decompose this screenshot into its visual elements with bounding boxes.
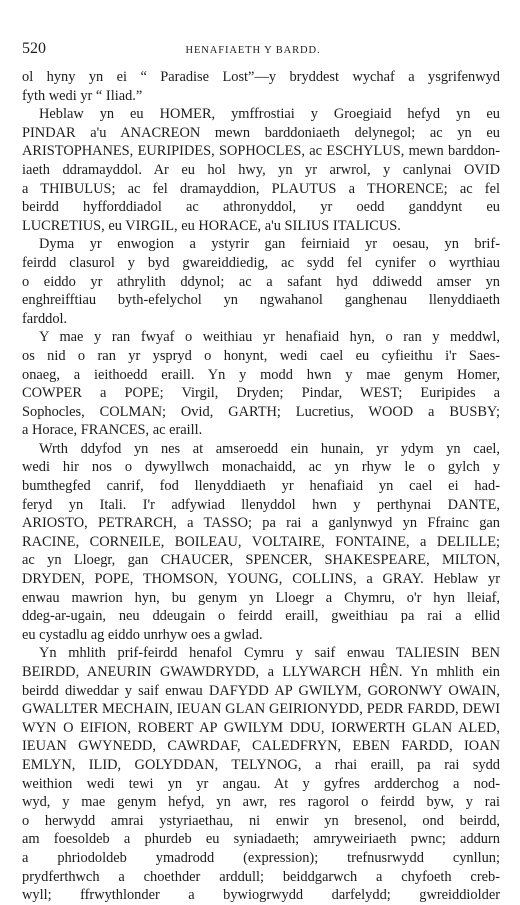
text-line: ac yn Lloegr, gan CHAUCER, SPENCER, SHAKESPEARE, MILTON,	[22, 552, 500, 569]
text-line: o herwydd amrai ystyriaethau, ni enwir yn bresenol, ond beirdd,	[22, 812, 500, 829]
text-line: ddeg-ar-ugain, neu ddeugain o feirdd eraill, gweithiau pa rai a ellid	[22, 608, 500, 625]
text-line: Sophocles, COLMAN; Ovid, GARTH; Lucretius, WOOD a BUSBY;	[22, 403, 500, 420]
text-line: os nid o ran yr yspryd o honynt, wedi cael eu cyfieithu i'r Saes-	[22, 347, 500, 364]
text-line: Y mae y ran fwyaf o weithiau yr henafiaid hyn, o ran y meddwl,	[39, 329, 500, 346]
page-number: 520	[22, 40, 46, 57]
book-page	[22, 40, 500, 905]
text-line: fyth wedi yr “ Iliad.”	[22, 87, 143, 104]
text-line: feirdd clasurol y byd gwareiddiedig, ac sydd fel cynifer o wyrthiau	[22, 254, 500, 271]
text-line: eu cystadlu ag eiddo unrhyw oes a gwlad.	[22, 626, 263, 643]
text-line: DRYDEN, POPE, THOMSON, YOUNG, COLLINS, a GRAY. Heblaw yr	[22, 571, 500, 588]
text-line: Heblaw yn eu HOMER, ymffrostiai y Groegiaid hefyd yn eu	[39, 106, 500, 123]
text-line: wedi hir nos o dywyllwch monachaidd, ac yn rhyw le o gylch y	[22, 459, 500, 476]
text-line: ol hyny yn ei “ Paradise Lost”—y bryddest wychaf a ysgrifenwyd	[22, 69, 500, 85]
text-line: Yn mhlith prif-feirdd henafol Cymru y saif enwau TALIESIN BEN	[39, 645, 500, 662]
text-line: am foesoldeb a phurdeb eu syniadaeth; amryweiriaeth pwnc; addurn	[22, 831, 500, 848]
page-header	[22, 40, 500, 68]
text-line: BEIRDD, ANEURIN GWAWDRYDD, a LLYWARCH HÊN. Yn mhlith ein	[22, 664, 500, 680]
text-line: onaeg, a ieithoedd eraill. Yn y modd hwn y mae genym Homer,	[22, 366, 500, 383]
text-line: farddol.	[22, 310, 68, 327]
text-line: bumthegfed canrif, fod llenyddiaeth yr henafiaid yn cael ei had-	[22, 478, 500, 495]
text-line: enghreifftiau byth-efelychol yn ngwahanol ganghenau llenyddiaeth	[22, 292, 500, 309]
text-line: wyll; ffrwythlonder a bywiogrwydd darfelydd; gwreiddiolder	[22, 887, 500, 904]
text-line: prydferthwch a choethder arddull; beiddgarwch a chyfoeth creb-	[22, 868, 500, 885]
text-line: GWALLTER MECHAIN, IEUAN GLAN GEIRIONYDD, PEDR FARDD, DEWI	[22, 701, 500, 718]
text-line: ARIOSTO, PETRARCH, a TASSO; pa rai a ganlynwyd yn Ffrainc gan	[22, 515, 500, 532]
text-line: o eiddo yr athrylith ddynol; ac a safant hyd ddiwedd amser yn	[22, 273, 500, 290]
text-line: EMLYN, ILID, GOLYDDAN, TELYNOG, a rhai eraill, pa rai sydd	[22, 756, 500, 773]
text-line: a phriodoldeb ymadrodd (expression); trefnusrwydd cynllun;	[22, 849, 500, 866]
text-line: iaeth ddramayddol. Ar eu hol hwy, yn yr arwrol, y canlynai OVID	[22, 161, 500, 178]
text-line: enwau mawrion hyn, bu genym yn Lloegr a Chymru, o'r hyn lleiaf,	[22, 589, 500, 606]
text-line: WYN O EIFION, ROBERT AP GWILYM DDU, IORWERTH GLAN ALED,	[22, 719, 500, 736]
text-line: a Horace, FRANCES, ac eraill.	[22, 422, 203, 439]
text-line: COWPER a POPE; Virgil, Dryden; Pindar, WEST; Euripides a	[22, 385, 500, 402]
text-line: RACINE, CORNEILE, BOILEAU, VOLTAIRE, FONTAINE, a DELILLE;	[22, 533, 500, 550]
text-line: LUCRETIUS, eu VIRGIL, eu HORACE, a'u SILIUS ITALICUS.	[22, 217, 401, 234]
text-line: Wrth ddyfod yn nes at amseroedd ein hunain, yr ydym yn cael,	[39, 440, 500, 457]
text-line: wyd, y mae genym hefyd, yn awr, res ragorol o feirdd byw, y rai	[22, 794, 500, 811]
text-line: PINDAR a'u ANACREON mewn barddoniaeth delynegol; ac yn eu	[22, 124, 500, 141]
text-line: feryd yn Itali. I'r adfywiad llenyddol hwn y perthynai DANTE,	[22, 496, 500, 513]
text-line: beirdd diweddar y saif enwau DAFYDD AP GWILYM, GORONWY OWAIN,	[22, 682, 500, 699]
running-title: HENAFIAETH Y BARDD.	[185, 45, 321, 56]
body-text	[22, 68, 500, 905]
text-line: IEUAN GWYNEDD, CAWRDAF, CALEDFRYN, EBEN FARDD, IOAN	[22, 738, 500, 755]
text-line: ARISTOPHANES, EURIPIDES, SOPHOCLES, ac ESCHYLUS, mewn barddon-	[22, 143, 500, 160]
text-line: beirdd hyfforddiadol ac athronyddol, yr oedd ganddynt eu	[22, 199, 500, 216]
text-line: weithion wedi tewi yn yr angau. At y gyfres ardderchog a nod-	[22, 775, 500, 792]
text-line: a THIBULUS; ac fel dramayddion, PLAUTUS a THORENCE; ac fel	[22, 180, 500, 197]
text-line: Dyma yr enwogion a ystyrir gan feirniaid yr oesau, yn brif-	[39, 236, 500, 253]
